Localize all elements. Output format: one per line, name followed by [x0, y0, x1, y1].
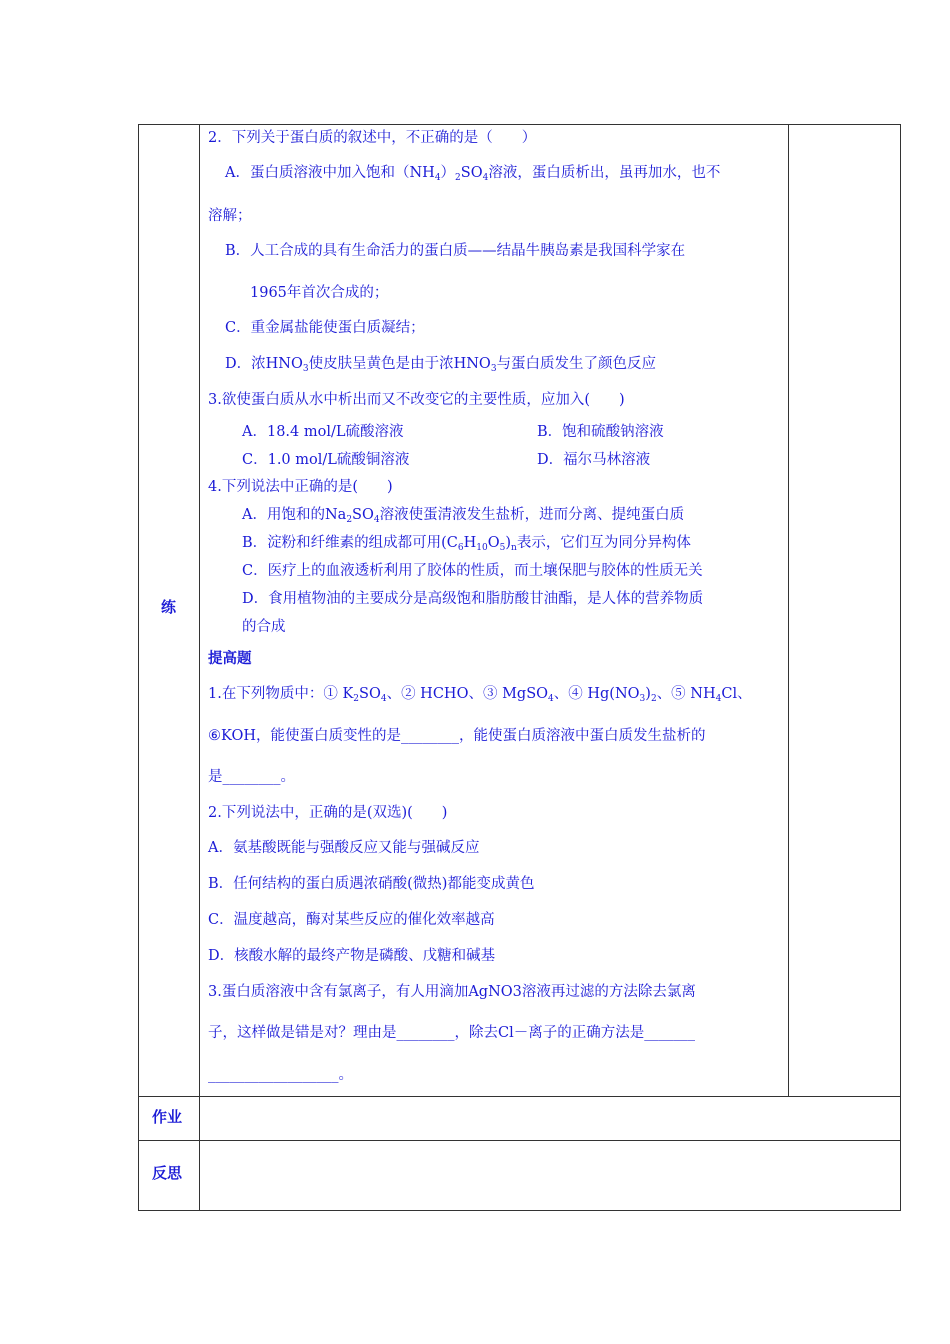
q2-option-a: A．蛋白质溶液中加入饱和$(NH_4)_2SO_4$溶液，蛋白质析出，虽再加水，也不 [225, 165, 721, 183]
advanced-q2-stem: 2.下列说法中，正确的是(双选)( ) [208, 805, 448, 821]
q2-option-b: B．人工合成的具有生命活力的蛋白质——结晶牛胰岛素是我国科学家在 [225, 243, 686, 259]
q2-option-d: D．浓$HNO_3$使皮肤呈黄色是由于浓$HNO_3$与蛋白质发生了颜色反应 [225, 356, 657, 374]
q4-option-d-continued: 的合成 [242, 619, 286, 635]
q3-option-a: A．18.4 mol/L硫酸溶液 [242, 424, 404, 440]
advanced-q3-line2: 子，这样做是错是对？理由是________，除去Cl－离子的正确方法是_______ [208, 1025, 695, 1041]
q3-stem: 3.欲使蛋白质从水中析出而又不改变它的主要性质，应加入( ) [208, 392, 625, 408]
advanced-q1-line2: ⑥KOH，能使蛋白质变性的是________，能使蛋白质溶液中蛋白质发生盐析的 [208, 728, 706, 744]
row-label-homework: 作业 [152, 1108, 183, 1126]
advanced-q1-line1: 1.在下列物质中：① $K_2SO_4$、② HCHO、③ MgSO$_4$、④ $Hg(NO_3)_2$、⑤ $NH_4Cl$、 [208, 686, 752, 704]
q3-option-d: D．福尔马林溶液 [537, 452, 651, 468]
q3-option-b: B．饱和硫酸钠溶液 [537, 424, 664, 440]
advanced-heading: 提高题 [208, 651, 252, 667]
table-right-border [900, 124, 901, 1211]
q3-option-c: C．1.0 mol/L硫酸铜溶液 [242, 452, 410, 468]
q2-option-a-continued: 溶解； [208, 208, 252, 224]
q4-option-b: B．淀粉和纤维素的组成都可用$(C_6H_{10}O_5)_n$表示，它们互为同分异构体 [242, 535, 691, 553]
table-label-column-divider [199, 124, 200, 1211]
row-label-practice: 练 [161, 598, 177, 616]
q2-option-b-continued: 1965年首次合成的； [250, 285, 389, 301]
q4-stem: 4.下列说法中正确的是( ) [208, 479, 393, 495]
advanced-q3-line1: 3.蛋白质溶液中含有氯离子，有人用滴加AgNO3溶液再过滤的方法除去氯离 [208, 984, 696, 1000]
q2-option-c: C．重金属盐能使蛋白质凝结； [225, 320, 425, 336]
table-row-divider-2 [138, 1140, 901, 1141]
q4-option-d: D．食用植物油的主要成分是高级饱和脂肪酸甘油酯，是人体的营养物质 [242, 591, 704, 607]
advanced-q2-option-d: D．核酸水解的最终产物是磷酸、戊糖和碱基 [208, 948, 496, 964]
table-notes-column-divider [788, 124, 789, 1097]
table-top-border [138, 124, 901, 125]
row-label-reflection: 反思 [152, 1164, 183, 1182]
q4-option-c: C．医疗上的血液透析利用了胶体的性质，而土壤保肥与胶体的性质无关 [242, 563, 703, 579]
advanced-q2-option-b: B．任何结构的蛋白质遇浓硝酸(微热)都能变成黄色 [208, 876, 535, 892]
advanced-q2-option-c: C．温度越高，酶对某些反应的催化效率越高 [208, 912, 495, 928]
q2-stem: 2．下列关于蛋白质的叙述中，不正确的是（ ） [208, 130, 537, 146]
table-bottom-border [138, 1210, 901, 1211]
advanced-q2-option-a: A．氨基酸既能与强酸反应又能与强碱反应 [208, 840, 480, 856]
q4-option-a: A．用饱和的$Na_2SO_4$溶液使蛋清液发生盐析，进而分离、提纯蛋白质 [242, 507, 685, 525]
table-row-divider-1 [138, 1096, 901, 1097]
table-left-border [138, 124, 139, 1211]
advanced-q3-line3: __________________。 [208, 1067, 353, 1083]
advanced-q1-line3: 是________。 [208, 769, 295, 785]
